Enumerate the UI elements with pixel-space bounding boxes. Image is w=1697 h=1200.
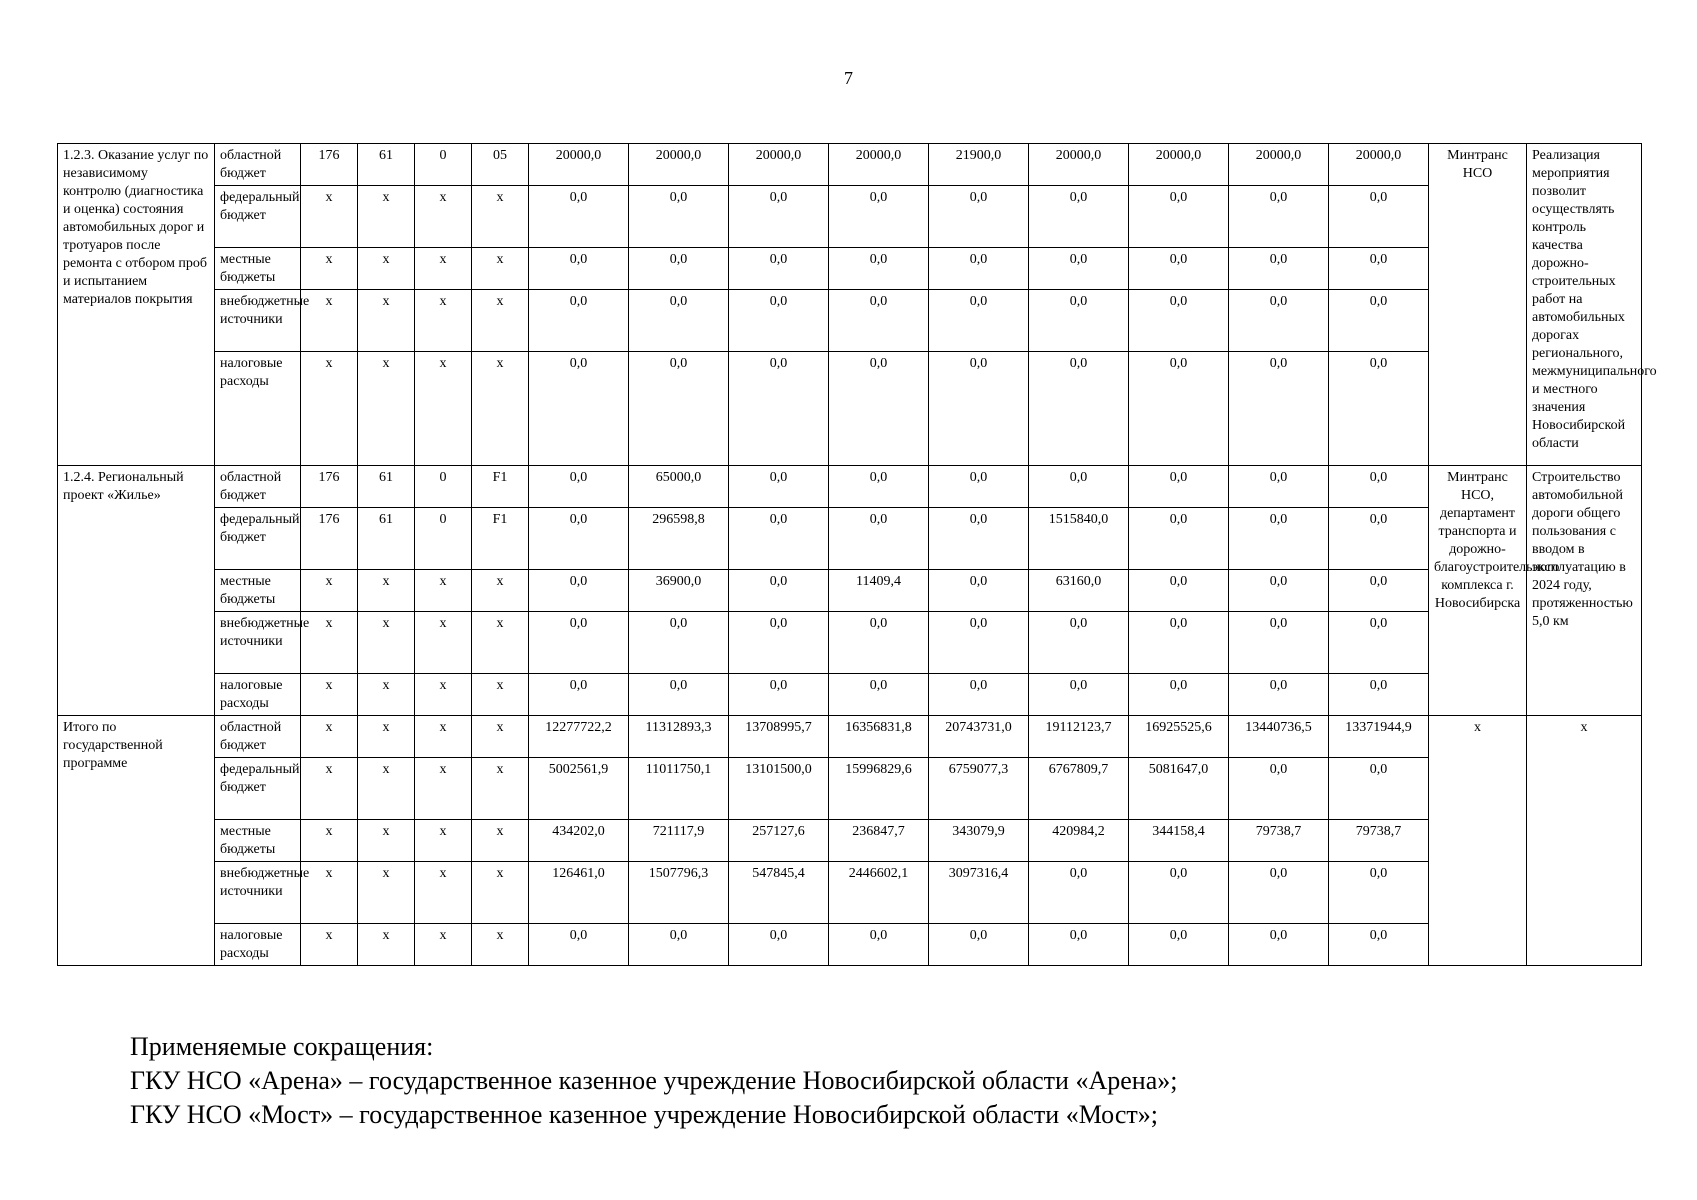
budget-code-cell: x [358, 924, 415, 966]
amount-cell: 0,0 [529, 924, 629, 966]
amount-cell: 0,0 [1329, 612, 1429, 674]
budget-code-cell: x [358, 820, 415, 862]
budget-code-cell: x [472, 570, 529, 612]
amount-cell: 0,0 [1029, 612, 1129, 674]
amount-cell: 0,0 [1029, 290, 1129, 352]
budget-code-cell: x [358, 352, 415, 466]
amount-cell: 0,0 [529, 352, 629, 466]
budget-code-cell: 176 [301, 144, 358, 186]
amount-cell: 0,0 [1129, 290, 1229, 352]
amount-cell: 1515840,0 [1029, 508, 1129, 570]
budget-code-cell: x [472, 290, 529, 352]
table-row [58, 290, 1642, 352]
budget-code-cell: x [472, 352, 529, 466]
amount-cell: 0,0 [629, 612, 729, 674]
table-row [58, 924, 1642, 966]
budget-code-cell: x [358, 862, 415, 924]
activity-name-cell: 1.2.3. Оказание услуг по независимому контролю (диагностика и оценка) состояния автомобильных дорог и тротуаров после ремонта с отбором проб и испытанием материалов покрытия [58, 144, 215, 466]
funding-source-cell: внебюджетные источники [215, 290, 301, 352]
abbreviation-item: ГКУ НСО «Арена» – государственное казенное учреждение Новосибирской области «Арена»; [130, 1066, 1178, 1095]
amount-cell: 0,0 [629, 290, 729, 352]
amount-cell: 0,0 [929, 248, 1029, 290]
budget-code-cell: x [358, 248, 415, 290]
funding-source-cell: областной бюджет [215, 144, 301, 186]
amount-cell: 5081647,0 [1129, 758, 1229, 820]
budget-code-cell: x [472, 924, 529, 966]
budget-code-cell: x [415, 674, 472, 716]
budget-code-cell: x [415, 758, 472, 820]
budget-code-cell: x [472, 674, 529, 716]
table-row [58, 466, 1642, 508]
amount-cell: 0,0 [829, 612, 929, 674]
amount-cell: 0,0 [1129, 862, 1229, 924]
amount-cell: 0,0 [829, 352, 929, 466]
amount-cell: 0,0 [729, 508, 829, 570]
amount-cell: 0,0 [1229, 248, 1329, 290]
amount-cell: 11312893,3 [629, 716, 729, 758]
budget-code-cell: x [415, 716, 472, 758]
amount-cell: 296598,8 [629, 508, 729, 570]
amount-cell: 0,0 [729, 290, 829, 352]
amount-cell: 0,0 [1229, 352, 1329, 466]
amount-cell: 0,0 [629, 924, 729, 966]
amount-cell: 0,0 [929, 290, 1029, 352]
budget-code-cell: x [301, 674, 358, 716]
amount-cell: 2446602,1 [829, 862, 929, 924]
budget-code-cell: x [472, 612, 529, 674]
budget-code-cell: x [415, 612, 472, 674]
budget-code-cell: x [301, 820, 358, 862]
budget-code-cell: x [301, 758, 358, 820]
amount-cell: 20000,0 [529, 144, 629, 186]
amount-cell: 0,0 [529, 612, 629, 674]
amount-cell: 0,0 [729, 352, 829, 466]
amount-cell: 20000,0 [1129, 144, 1229, 186]
budget-code-cell: x [472, 186, 529, 248]
amount-cell: 0,0 [729, 674, 829, 716]
budget-code-cell: F1 [472, 508, 529, 570]
amount-cell: 79738,7 [1229, 820, 1329, 862]
budget-code-cell: x [358, 716, 415, 758]
amount-cell: 0,0 [1029, 352, 1129, 466]
amount-cell: 0,0 [1329, 248, 1429, 290]
amount-cell: 0,0 [529, 570, 629, 612]
funding-source-cell: федеральный бюджет [215, 758, 301, 820]
amount-cell: 0,0 [929, 570, 1029, 612]
budget-code-cell: x [358, 612, 415, 674]
budget-code-cell: x [358, 290, 415, 352]
amount-cell: 0,0 [629, 674, 729, 716]
funding-source-cell: областной бюджет [215, 716, 301, 758]
budget-code-cell: x [415, 924, 472, 966]
amount-cell: 0,0 [1329, 186, 1429, 248]
budget-code-cell: x [301, 924, 358, 966]
amount-cell: 0,0 [1229, 924, 1329, 966]
amount-cell: 0,0 [1029, 248, 1129, 290]
amount-cell: 6759077,3 [929, 758, 1029, 820]
table-row [58, 508, 1642, 570]
budget-code-cell: 61 [358, 144, 415, 186]
amount-cell: 0,0 [829, 508, 929, 570]
amount-cell: 0,0 [829, 290, 929, 352]
amount-cell: 0,0 [929, 352, 1029, 466]
amount-cell: 0,0 [629, 248, 729, 290]
amount-cell: 0,0 [1329, 674, 1429, 716]
result-cell: x [1527, 716, 1642, 966]
amount-cell: 0,0 [1129, 674, 1229, 716]
budget-code-cell: x [301, 570, 358, 612]
table-row [58, 862, 1642, 924]
budget-code-cell: 05 [472, 144, 529, 186]
amount-cell: 0,0 [829, 466, 929, 508]
amount-cell: 420984,2 [1029, 820, 1129, 862]
budget-code-cell: 0 [415, 144, 472, 186]
result-cell: Строительство автомобильной дороги общего пользования с вводом в эксплуатацию в 2024 году, протяженностью 5,0 км [1527, 466, 1642, 716]
budget-code-cell: x [301, 352, 358, 466]
amount-cell: 434202,0 [529, 820, 629, 862]
amount-cell: 0,0 [629, 186, 729, 248]
amount-cell: 0,0 [929, 674, 1029, 716]
amount-cell: 0,0 [1129, 612, 1229, 674]
budget-code-cell: x [415, 248, 472, 290]
budget-code-cell: x [358, 570, 415, 612]
budget-code-cell: x [415, 186, 472, 248]
table-body [58, 144, 1657, 966]
amount-cell: 0,0 [1129, 248, 1229, 290]
amount-cell: 0,0 [929, 186, 1029, 248]
budget-code-cell: x [415, 352, 472, 466]
funding-source-cell: федеральный бюджет [215, 508, 301, 570]
budget-code-cell: x [415, 862, 472, 924]
activity-name-cell: Итого по государственной программе [58, 716, 215, 966]
table-row [58, 570, 1642, 612]
amount-cell: 13708995,7 [729, 716, 829, 758]
amount-cell: 0,0 [829, 248, 929, 290]
amount-cell: 257127,6 [729, 820, 829, 862]
abbreviations-heading: Применяемые сокращения: [130, 1032, 434, 1061]
amount-cell: 5002561,9 [529, 758, 629, 820]
funding-source-cell: налоговые расходы [215, 352, 301, 466]
amount-cell: 11011750,1 [629, 758, 729, 820]
amount-cell: 0,0 [1229, 186, 1329, 248]
budget-code-cell: x [415, 570, 472, 612]
amount-cell: 0,0 [1329, 924, 1429, 966]
amount-cell: 0,0 [729, 466, 829, 508]
budget-code-cell: x [301, 290, 358, 352]
budget-code-cell: x [415, 290, 472, 352]
amount-cell: 0,0 [729, 248, 829, 290]
budget-code-cell: x [472, 862, 529, 924]
amount-cell: 0,0 [929, 612, 1029, 674]
amount-cell: 1507796,3 [629, 862, 729, 924]
amount-cell: 0,0 [1229, 674, 1329, 716]
amount-cell: 20000,0 [729, 144, 829, 186]
budget-code-cell: F1 [472, 466, 529, 508]
amount-cell: 0,0 [1129, 352, 1229, 466]
executor-cell: Минтранс НСО, департамент транспорта и дорожно-благоустроительного комплекса г. Новосибирска [1429, 466, 1527, 716]
amount-cell: 0,0 [1229, 612, 1329, 674]
amount-cell: 0,0 [1129, 466, 1229, 508]
amount-cell: 344158,4 [1129, 820, 1229, 862]
amount-cell: 0,0 [529, 466, 629, 508]
budget-code-cell: x [301, 612, 358, 674]
amount-cell: 0,0 [629, 352, 729, 466]
amount-cell: 0,0 [1029, 924, 1129, 966]
amount-cell: 12277722,2 [529, 716, 629, 758]
amount-cell: 0,0 [1229, 508, 1329, 570]
budget-code-cell: 176 [301, 466, 358, 508]
funding-source-cell: местные бюджеты [215, 248, 301, 290]
amount-cell: 20000,0 [629, 144, 729, 186]
amount-cell: 20743731,0 [929, 716, 1029, 758]
amount-cell: 15996829,6 [829, 758, 929, 820]
budget-code-cell: x [472, 758, 529, 820]
budget-code-cell: x [301, 862, 358, 924]
amount-cell: 11409,4 [829, 570, 929, 612]
amount-cell: 0,0 [1229, 466, 1329, 508]
amount-cell: 0,0 [729, 570, 829, 612]
amount-cell: 3097316,4 [929, 862, 1029, 924]
budget-code-cell: x [301, 186, 358, 248]
budget-code-cell: x [472, 820, 529, 862]
amount-cell: 16356831,8 [829, 716, 929, 758]
amount-cell: 20000,0 [1329, 144, 1429, 186]
budget-code-cell: 0 [415, 508, 472, 570]
funding-source-cell: внебюджетные источники [215, 862, 301, 924]
amount-cell: 79738,7 [1329, 820, 1429, 862]
amount-cell: 0,0 [529, 248, 629, 290]
amount-cell: 0,0 [1329, 466, 1429, 508]
amount-cell: 0,0 [1329, 862, 1429, 924]
amount-cell: 126461,0 [529, 862, 629, 924]
amount-cell: 0,0 [929, 924, 1029, 966]
budget-code-cell: 176 [301, 508, 358, 570]
funding-source-cell: федеральный бюджет [215, 186, 301, 248]
amount-cell: 13371944,9 [1329, 716, 1429, 758]
budget-code-cell: x [358, 186, 415, 248]
amount-cell: 0,0 [1129, 924, 1229, 966]
amount-cell: 0,0 [829, 924, 929, 966]
amount-cell: 0,0 [929, 508, 1029, 570]
table-row [58, 144, 1642, 186]
abbreviations-block [130, 1030, 1177, 1132]
budget-code-cell: x [301, 716, 358, 758]
amount-cell: 0,0 [729, 612, 829, 674]
result-cell: Реализация мероприятия позволит осуществлять контроль качества дорожно-строительных работ на автомобильных дорогах регионального, межмуниципального и местного значения Новосибирской области [1527, 144, 1642, 466]
amount-cell: 0,0 [529, 674, 629, 716]
amount-cell: 0,0 [729, 186, 829, 248]
amount-cell: 0,0 [929, 466, 1029, 508]
budget-code-cell: x [301, 248, 358, 290]
amount-cell: 13440736,5 [1229, 716, 1329, 758]
budget-code-cell: x [472, 248, 529, 290]
amount-cell: 20000,0 [1029, 144, 1129, 186]
amount-cell: 0,0 [1029, 862, 1129, 924]
amount-cell: 20000,0 [1229, 144, 1329, 186]
funding-source-cell: областной бюджет [215, 466, 301, 508]
amount-cell: 0,0 [529, 290, 629, 352]
amount-cell: 0,0 [1029, 186, 1129, 248]
amount-cell: 0,0 [1129, 186, 1229, 248]
amount-cell: 0,0 [1329, 570, 1429, 612]
executor-cell: Минтранс НСО [1429, 144, 1527, 466]
funding-source-cell: местные бюджеты [215, 570, 301, 612]
table-row [58, 716, 1642, 758]
amount-cell: 0,0 [1329, 758, 1429, 820]
table-row [58, 186, 1642, 248]
amount-cell: 0,0 [529, 186, 629, 248]
budget-code-cell: x [358, 758, 415, 820]
amount-cell: 0,0 [1329, 352, 1429, 466]
amount-cell: 721117,9 [629, 820, 729, 862]
amount-cell: 0,0 [1329, 290, 1429, 352]
amount-cell: 65000,0 [629, 466, 729, 508]
table-row [58, 612, 1642, 674]
amount-cell: 0,0 [1129, 508, 1229, 570]
table-row [58, 758, 1642, 820]
table-row [58, 352, 1642, 466]
funding-source-cell: внебюджетные источники [215, 612, 301, 674]
amount-cell: 19112123,7 [1029, 716, 1129, 758]
table-row [58, 820, 1642, 862]
amount-cell: 343079,9 [929, 820, 1029, 862]
amount-cell: 0,0 [1229, 758, 1329, 820]
amount-cell: 13101500,0 [729, 758, 829, 820]
amount-cell: 20000,0 [829, 144, 929, 186]
amount-cell: 6767809,7 [1029, 758, 1129, 820]
amount-cell: 0,0 [529, 508, 629, 570]
amount-cell: 0,0 [1229, 570, 1329, 612]
amount-cell: 0,0 [1229, 290, 1329, 352]
budget-code-cell: x [358, 674, 415, 716]
amount-cell: 547845,4 [729, 862, 829, 924]
amount-cell: 0,0 [829, 674, 929, 716]
funding-source-cell: налоговые расходы [215, 674, 301, 716]
amount-cell: 63160,0 [1029, 570, 1129, 612]
funding-source-cell: налоговые расходы [215, 924, 301, 966]
table-row [58, 674, 1642, 716]
amount-cell: 0,0 [729, 924, 829, 966]
amount-cell: 0,0 [1129, 570, 1229, 612]
funding-table [57, 143, 1657, 966]
budget-code-cell: x [472, 716, 529, 758]
budget-code-cell: 0 [415, 466, 472, 508]
executor-cell: x [1429, 716, 1527, 966]
amount-cell: 16925525,6 [1129, 716, 1229, 758]
amount-cell: 0,0 [1029, 674, 1129, 716]
abbreviation-item: ГКУ НСО «Мост» – государственное казенное учреждение Новосибирской области «Мост»; [130, 1100, 1158, 1129]
amount-cell: 0,0 [829, 186, 929, 248]
budget-code-cell: 61 [358, 508, 415, 570]
page-number: 7 [844, 68, 853, 88]
amount-cell: 0,0 [1229, 862, 1329, 924]
funding-source-cell: местные бюджеты [215, 820, 301, 862]
budget-code-cell: 61 [358, 466, 415, 508]
activity-name-cell: 1.2.4. Региональный проект «Жилье» [58, 466, 215, 716]
table-row [58, 248, 1642, 290]
amount-cell: 236847,7 [829, 820, 929, 862]
budget-code-cell: x [415, 820, 472, 862]
amount-cell: 0,0 [1329, 508, 1429, 570]
amount-cell: 21900,0 [929, 144, 1029, 186]
amount-cell: 36900,0 [629, 570, 729, 612]
amount-cell: 0,0 [1029, 466, 1129, 508]
